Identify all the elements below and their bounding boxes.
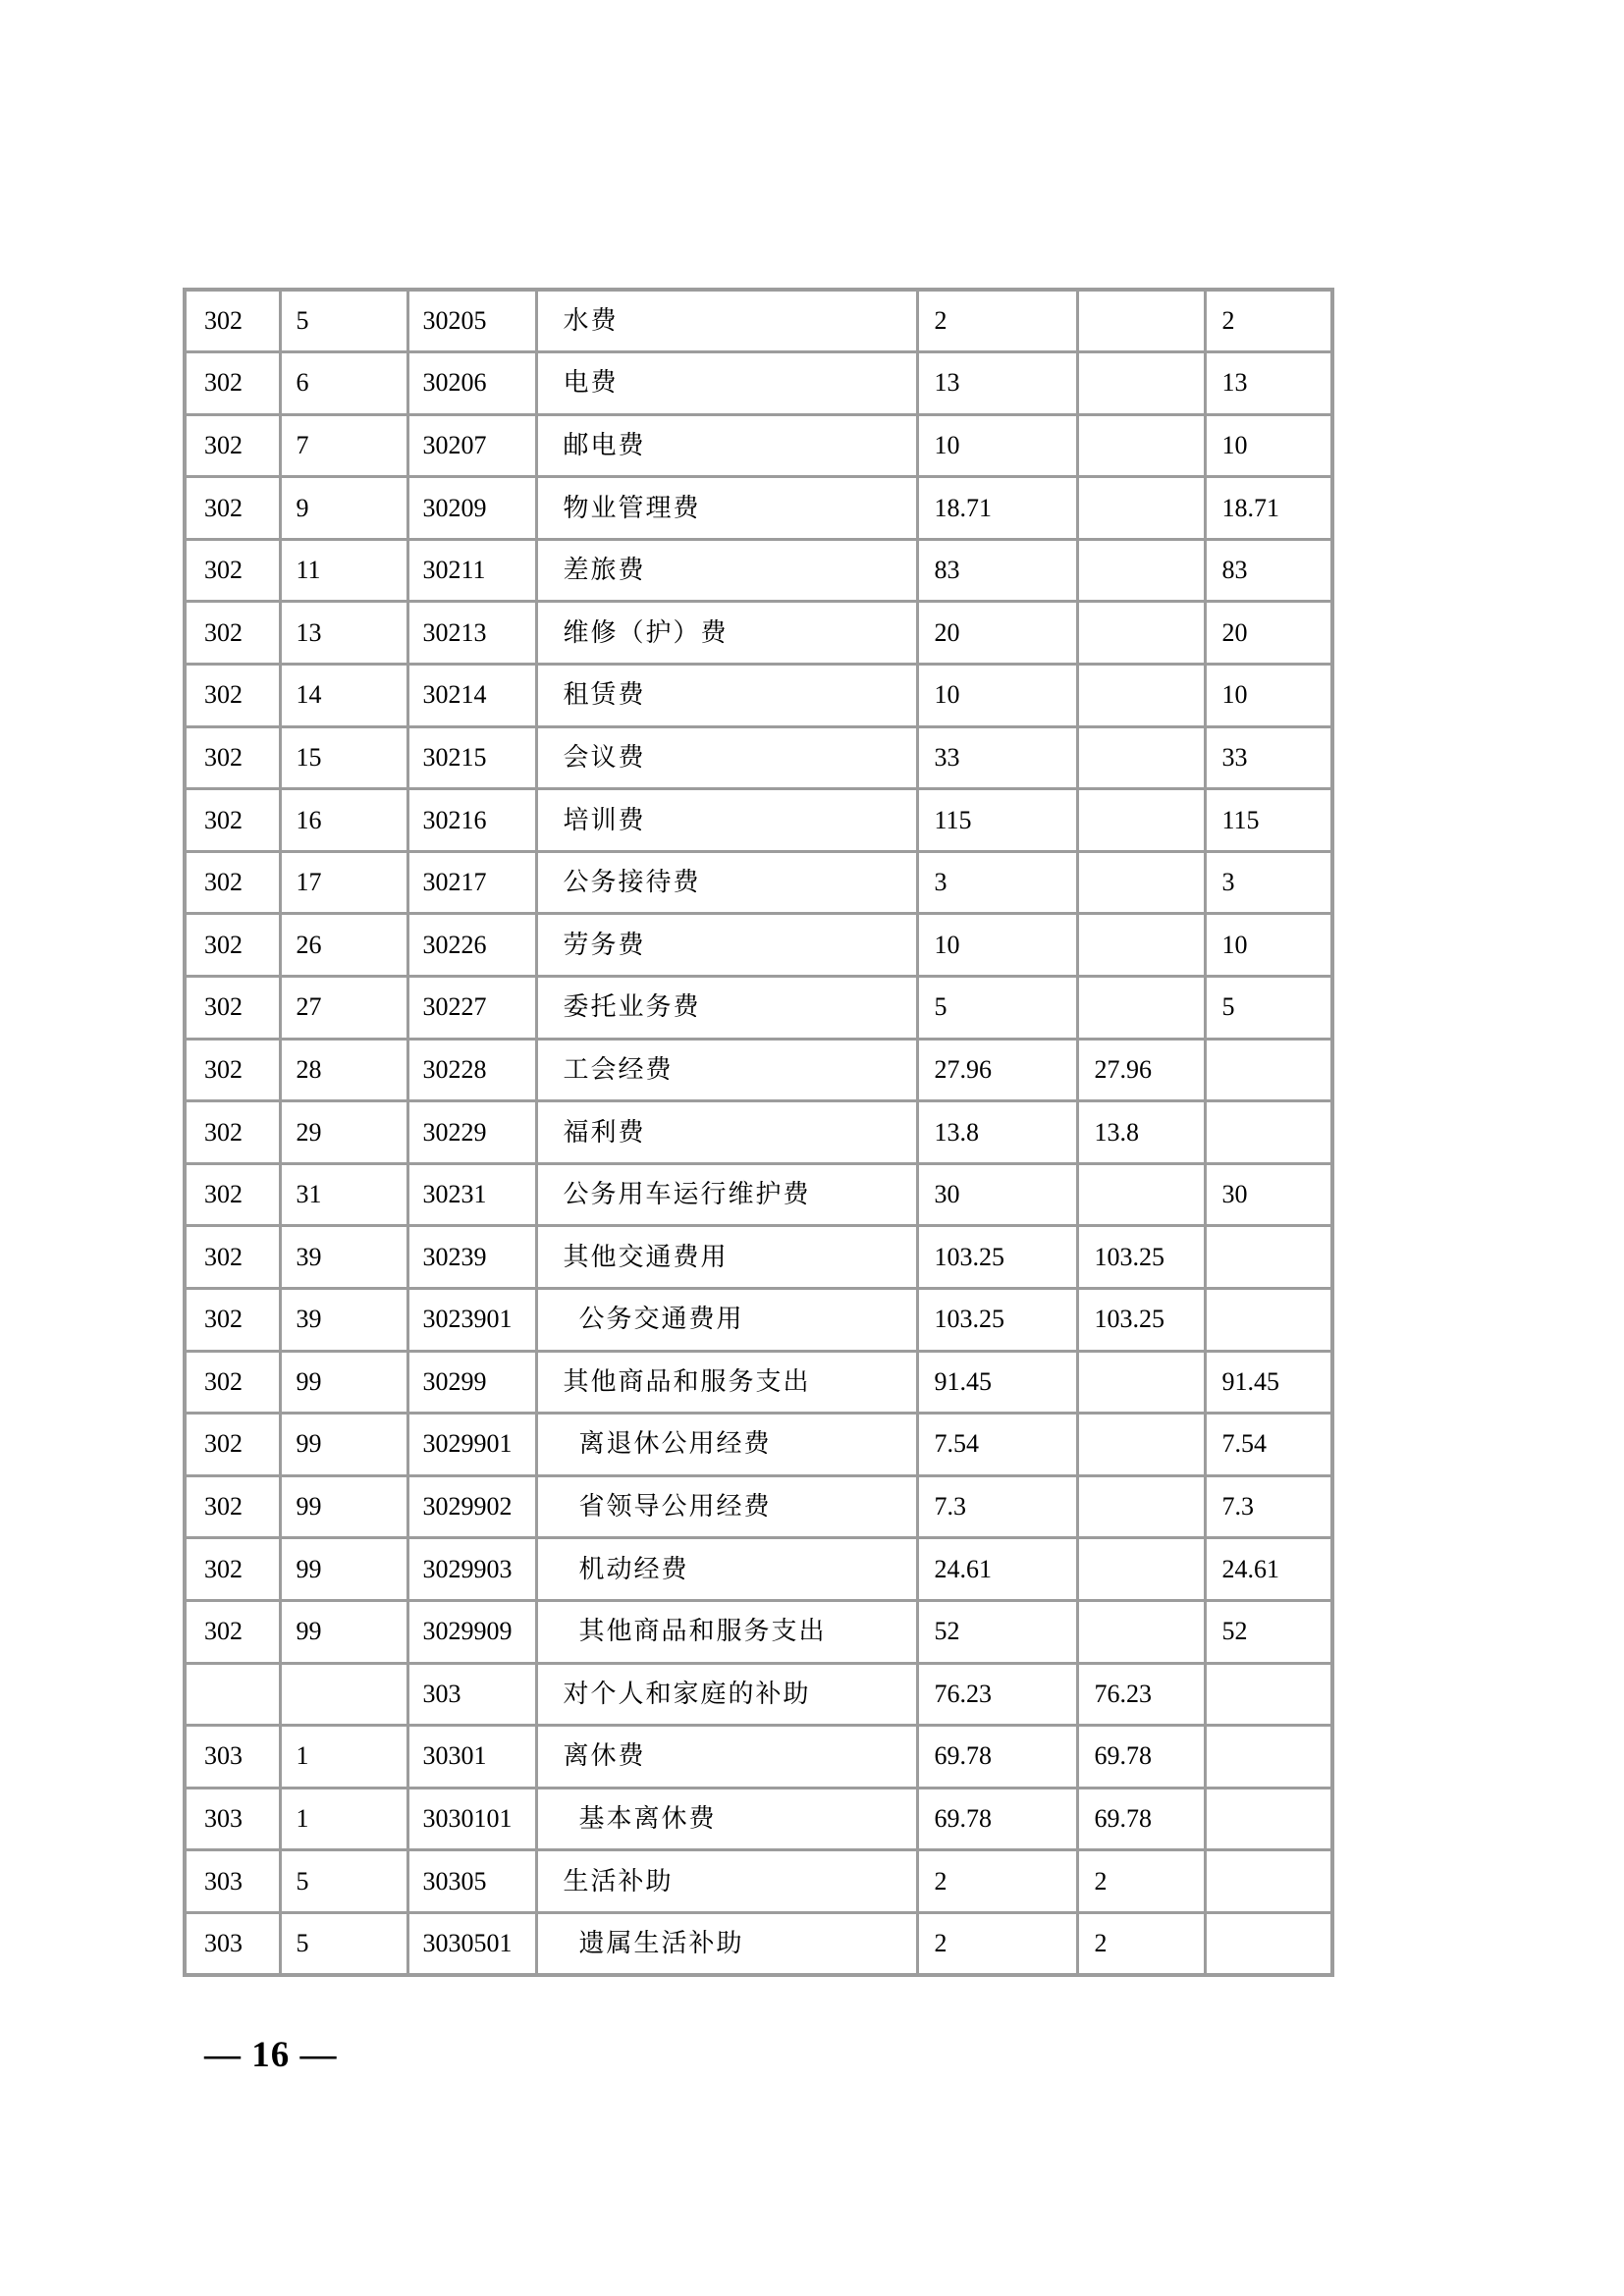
table-row — [185, 1351, 1332, 1414]
amount2-cell — [1077, 539, 1205, 602]
amount1-cell: 10 — [917, 914, 1077, 977]
table-row — [185, 1414, 1332, 1476]
amount1-cell: 27.96 — [917, 1039, 1077, 1101]
item-name-cell: 遗属生活补助 — [536, 1912, 917, 1975]
amount2-cell: 69.78 — [1077, 1726, 1205, 1789]
item-code-cell: 3029903 — [407, 1538, 536, 1601]
table-row — [185, 1289, 1332, 1352]
amount1-cell: 115 — [917, 789, 1077, 852]
clause-code-cell: 1 — [280, 1788, 407, 1850]
category-code-cell: 302 — [185, 977, 280, 1040]
clause-code-cell: 13 — [280, 602, 407, 665]
clause-code-cell: 26 — [280, 914, 407, 977]
item-code-cell: 30305 — [407, 1850, 536, 1913]
item-code-cell: 3030101 — [407, 1788, 536, 1850]
amount3-cell: 91.45 — [1205, 1351, 1332, 1414]
amount3-cell — [1205, 1726, 1332, 1789]
amount1-cell: 2 — [917, 290, 1077, 352]
amount2-cell: 2 — [1077, 1912, 1205, 1975]
item-name-cell: 培训费 — [536, 789, 917, 852]
table-row — [185, 1850, 1332, 1913]
table-row — [185, 665, 1332, 727]
item-name-cell: 邮电费 — [536, 414, 917, 477]
clause-code-cell: 31 — [280, 1163, 407, 1226]
item-code-cell: 30216 — [407, 789, 536, 852]
budget-table-body — [185, 290, 1332, 1975]
category-code-cell: 302 — [185, 539, 280, 602]
item-code-cell: 30214 — [407, 665, 536, 727]
amount1-cell: 7.3 — [917, 1475, 1077, 1538]
amount3-cell: 52 — [1205, 1600, 1332, 1663]
amount1-cell: 13 — [917, 352, 1077, 415]
amount1-cell: 69.78 — [917, 1726, 1077, 1789]
amount2-cell — [1077, 789, 1205, 852]
amount2-cell: 27.96 — [1077, 1039, 1205, 1101]
item-name-cell: 其他商品和服务支出 — [536, 1600, 917, 1663]
amount1-cell: 30 — [917, 1163, 1077, 1226]
item-name-cell: 公务用车运行维护费 — [536, 1163, 917, 1226]
item-name-cell: 水费 — [536, 290, 917, 352]
table-row — [185, 352, 1332, 415]
item-code-cell: 30301 — [407, 1726, 536, 1789]
amount1-cell: 76.23 — [917, 1663, 1077, 1726]
item-name-cell: 公务交通费用 — [536, 1289, 917, 1352]
item-name-cell: 基本离休费 — [536, 1788, 917, 1850]
category-code-cell: 302 — [185, 1101, 280, 1164]
amount2-cell — [1077, 1475, 1205, 1538]
category-code-cell — [185, 1663, 280, 1726]
clause-code-cell: 39 — [280, 1226, 407, 1289]
amount1-cell: 10 — [917, 665, 1077, 727]
category-code-cell: 302 — [185, 1414, 280, 1476]
amount3-cell: 83 — [1205, 539, 1332, 602]
amount2-cell — [1077, 1351, 1205, 1414]
category-code-cell: 302 — [185, 1351, 280, 1414]
item-code-cell: 3029901 — [407, 1414, 536, 1476]
amount2-cell — [1077, 414, 1205, 477]
item-name-cell: 离休费 — [536, 1726, 917, 1789]
clause-code-cell — [280, 1663, 407, 1726]
amount2-cell — [1077, 914, 1205, 977]
amount1-cell: 52 — [917, 1600, 1077, 1663]
amount2-cell: 69.78 — [1077, 1788, 1205, 1850]
amount1-cell: 69.78 — [917, 1788, 1077, 1850]
clause-code-cell: 16 — [280, 789, 407, 852]
table-row — [185, 1538, 1332, 1601]
item-name-cell: 物业管理费 — [536, 477, 917, 540]
item-code-cell: 30229 — [407, 1101, 536, 1164]
table-row — [185, 1663, 1332, 1726]
item-code-cell: 30209 — [407, 477, 536, 540]
amount1-cell: 7.54 — [917, 1414, 1077, 1476]
category-code-cell: 303 — [185, 1912, 280, 1975]
item-name-cell: 维修（护）费 — [536, 602, 917, 665]
category-code-cell: 302 — [185, 602, 280, 665]
clause-code-cell: 29 — [280, 1101, 407, 1164]
amount3-cell: 18.71 — [1205, 477, 1332, 540]
amount1-cell: 103.25 — [917, 1226, 1077, 1289]
item-code-cell: 30213 — [407, 602, 536, 665]
amount3-cell — [1205, 1101, 1332, 1164]
amount3-cell: 10 — [1205, 665, 1332, 727]
amount2-cell — [1077, 977, 1205, 1040]
category-code-cell: 302 — [185, 851, 280, 914]
clause-code-cell: 6 — [280, 352, 407, 415]
amount2-cell — [1077, 1163, 1205, 1226]
table-row — [185, 851, 1332, 914]
category-code-cell: 302 — [185, 1289, 280, 1352]
amount1-cell: 83 — [917, 539, 1077, 602]
category-code-cell: 303 — [185, 1726, 280, 1789]
item-name-cell: 会议费 — [536, 726, 917, 789]
category-code-cell: 302 — [185, 1600, 280, 1663]
item-code-cell: 30207 — [407, 414, 536, 477]
clause-code-cell: 99 — [280, 1351, 407, 1414]
table-row — [185, 477, 1332, 540]
amount1-cell: 2 — [917, 1912, 1077, 1975]
amount3-cell: 115 — [1205, 789, 1332, 852]
amount2-cell — [1077, 1538, 1205, 1601]
clause-code-cell: 7 — [280, 414, 407, 477]
amount2-cell: 103.25 — [1077, 1226, 1205, 1289]
clause-code-cell: 28 — [280, 1039, 407, 1101]
clause-code-cell: 5 — [280, 1850, 407, 1913]
clause-code-cell: 1 — [280, 1726, 407, 1789]
clause-code-cell: 11 — [280, 539, 407, 602]
amount3-cell — [1205, 1663, 1332, 1726]
item-name-cell: 其他交通费用 — [536, 1226, 917, 1289]
amount1-cell: 20 — [917, 602, 1077, 665]
amount3-cell — [1205, 1289, 1332, 1352]
table-row — [185, 726, 1332, 789]
table-row — [185, 1912, 1332, 1975]
table-row — [185, 914, 1332, 977]
amount3-cell: 13 — [1205, 352, 1332, 415]
item-code-cell: 30239 — [407, 1226, 536, 1289]
item-name-cell: 省领导公用经费 — [536, 1475, 917, 1538]
category-code-cell: 303 — [185, 1850, 280, 1913]
amount1-cell: 24.61 — [917, 1538, 1077, 1601]
table-row — [185, 1726, 1332, 1789]
table-row — [185, 1475, 1332, 1538]
clause-code-cell: 5 — [280, 290, 407, 352]
category-code-cell: 302 — [185, 1475, 280, 1538]
item-name-cell: 租赁费 — [536, 665, 917, 727]
item-name-cell: 委托业务费 — [536, 977, 917, 1040]
amount3-cell — [1205, 1039, 1332, 1101]
amount2-cell — [1077, 851, 1205, 914]
amount1-cell: 91.45 — [917, 1351, 1077, 1414]
table-row — [185, 1101, 1332, 1164]
clause-code-cell: 99 — [280, 1414, 407, 1476]
amount2-cell — [1077, 665, 1205, 727]
table-row — [185, 1226, 1332, 1289]
amount2-cell — [1077, 1414, 1205, 1476]
table-row — [185, 602, 1332, 665]
amount2-cell — [1077, 477, 1205, 540]
item-name-cell: 劳务费 — [536, 914, 917, 977]
amount2-cell — [1077, 1600, 1205, 1663]
amount3-cell: 2 — [1205, 290, 1332, 352]
item-name-cell: 其他商品和服务支出 — [536, 1351, 917, 1414]
table-row — [185, 789, 1332, 852]
category-code-cell: 302 — [185, 477, 280, 540]
page-number: — 16 — — [204, 2035, 338, 2075]
item-code-cell: 30215 — [407, 726, 536, 789]
amount2-cell: 2 — [1077, 1850, 1205, 1913]
amount2-cell: 76.23 — [1077, 1663, 1205, 1726]
clause-code-cell: 14 — [280, 665, 407, 727]
item-code-cell: 3023901 — [407, 1289, 536, 1352]
amount3-cell: 7.3 — [1205, 1475, 1332, 1538]
amount3-cell — [1205, 1912, 1332, 1975]
table-row — [185, 539, 1332, 602]
amount1-cell: 33 — [917, 726, 1077, 789]
amount3-cell: 30 — [1205, 1163, 1332, 1226]
item-name-cell: 福利费 — [536, 1101, 917, 1164]
item-code-cell: 3029909 — [407, 1600, 536, 1663]
clause-code-cell: 39 — [280, 1289, 407, 1352]
category-code-cell: 302 — [185, 1163, 280, 1226]
amount3-cell — [1205, 1788, 1332, 1850]
amount3-cell — [1205, 1226, 1332, 1289]
clause-code-cell: 17 — [280, 851, 407, 914]
clause-code-cell: 27 — [280, 977, 407, 1040]
item-code-cell: 30228 — [407, 1039, 536, 1101]
amount3-cell — [1205, 1850, 1332, 1913]
item-name-cell: 机动经费 — [536, 1538, 917, 1601]
clause-code-cell: 15 — [280, 726, 407, 789]
category-code-cell: 302 — [185, 726, 280, 789]
amount2-cell — [1077, 602, 1205, 665]
amount3-cell: 33 — [1205, 726, 1332, 789]
table-row — [185, 1788, 1332, 1850]
category-code-cell: 302 — [185, 352, 280, 415]
item-code-cell: 303 — [407, 1663, 536, 1726]
amount2-cell — [1077, 352, 1205, 415]
item-code-cell: 3029902 — [407, 1475, 536, 1538]
amount3-cell: 10 — [1205, 914, 1332, 977]
table-row — [185, 1600, 1332, 1663]
table-row — [185, 1039, 1332, 1101]
amount1-cell: 2 — [917, 1850, 1077, 1913]
item-name-cell: 离退休公用经费 — [536, 1414, 917, 1476]
item-name-cell: 对个人和家庭的补助 — [536, 1663, 917, 1726]
amount2-cell: 103.25 — [1077, 1289, 1205, 1352]
amount3-cell: 5 — [1205, 977, 1332, 1040]
amount1-cell: 3 — [917, 851, 1077, 914]
category-code-cell: 302 — [185, 1039, 280, 1101]
item-name-cell: 电费 — [536, 352, 917, 415]
amount2-cell — [1077, 726, 1205, 789]
clause-code-cell: 99 — [280, 1600, 407, 1663]
amount1-cell: 103.25 — [917, 1289, 1077, 1352]
amount3-cell: 10 — [1205, 414, 1332, 477]
table-row — [185, 977, 1332, 1040]
item-name-cell: 工会经费 — [536, 1039, 917, 1101]
category-code-cell: 302 — [185, 789, 280, 852]
category-code-cell: 302 — [185, 1538, 280, 1601]
item-code-cell: 30299 — [407, 1351, 536, 1414]
amount3-cell: 7.54 — [1205, 1414, 1332, 1476]
category-code-cell: 303 — [185, 1788, 280, 1850]
amount3-cell: 20 — [1205, 602, 1332, 665]
table-row — [185, 414, 1332, 477]
clause-code-cell: 9 — [280, 477, 407, 540]
amount1-cell: 5 — [917, 977, 1077, 1040]
clause-code-cell: 99 — [280, 1475, 407, 1538]
item-name-cell: 差旅费 — [536, 539, 917, 602]
category-code-cell: 302 — [185, 290, 280, 352]
category-code-cell: 302 — [185, 414, 280, 477]
item-name-cell: 公务接待费 — [536, 851, 917, 914]
item-code-cell: 30211 — [407, 539, 536, 602]
amount2-cell — [1077, 290, 1205, 352]
item-code-cell: 30206 — [407, 352, 536, 415]
item-code-cell: 30227 — [407, 977, 536, 1040]
amount1-cell: 18.71 — [917, 477, 1077, 540]
budget-table — [183, 288, 1334, 1977]
clause-code-cell: 5 — [280, 1912, 407, 1975]
category-code-cell: 302 — [185, 665, 280, 727]
item-name-cell: 生活补助 — [536, 1850, 917, 1913]
amount3-cell: 3 — [1205, 851, 1332, 914]
item-code-cell: 30217 — [407, 851, 536, 914]
item-code-cell: 30205 — [407, 290, 536, 352]
clause-code-cell: 99 — [280, 1538, 407, 1601]
item-code-cell: 30231 — [407, 1163, 536, 1226]
table-row — [185, 290, 1332, 352]
category-code-cell: 302 — [185, 1226, 280, 1289]
amount2-cell: 13.8 — [1077, 1101, 1205, 1164]
amount1-cell: 13.8 — [917, 1101, 1077, 1164]
category-code-cell: 302 — [185, 914, 280, 977]
table-row — [185, 1163, 1332, 1226]
item-code-cell: 3030501 — [407, 1912, 536, 1975]
amount3-cell: 24.61 — [1205, 1538, 1332, 1601]
item-code-cell: 30226 — [407, 914, 536, 977]
amount1-cell: 10 — [917, 414, 1077, 477]
